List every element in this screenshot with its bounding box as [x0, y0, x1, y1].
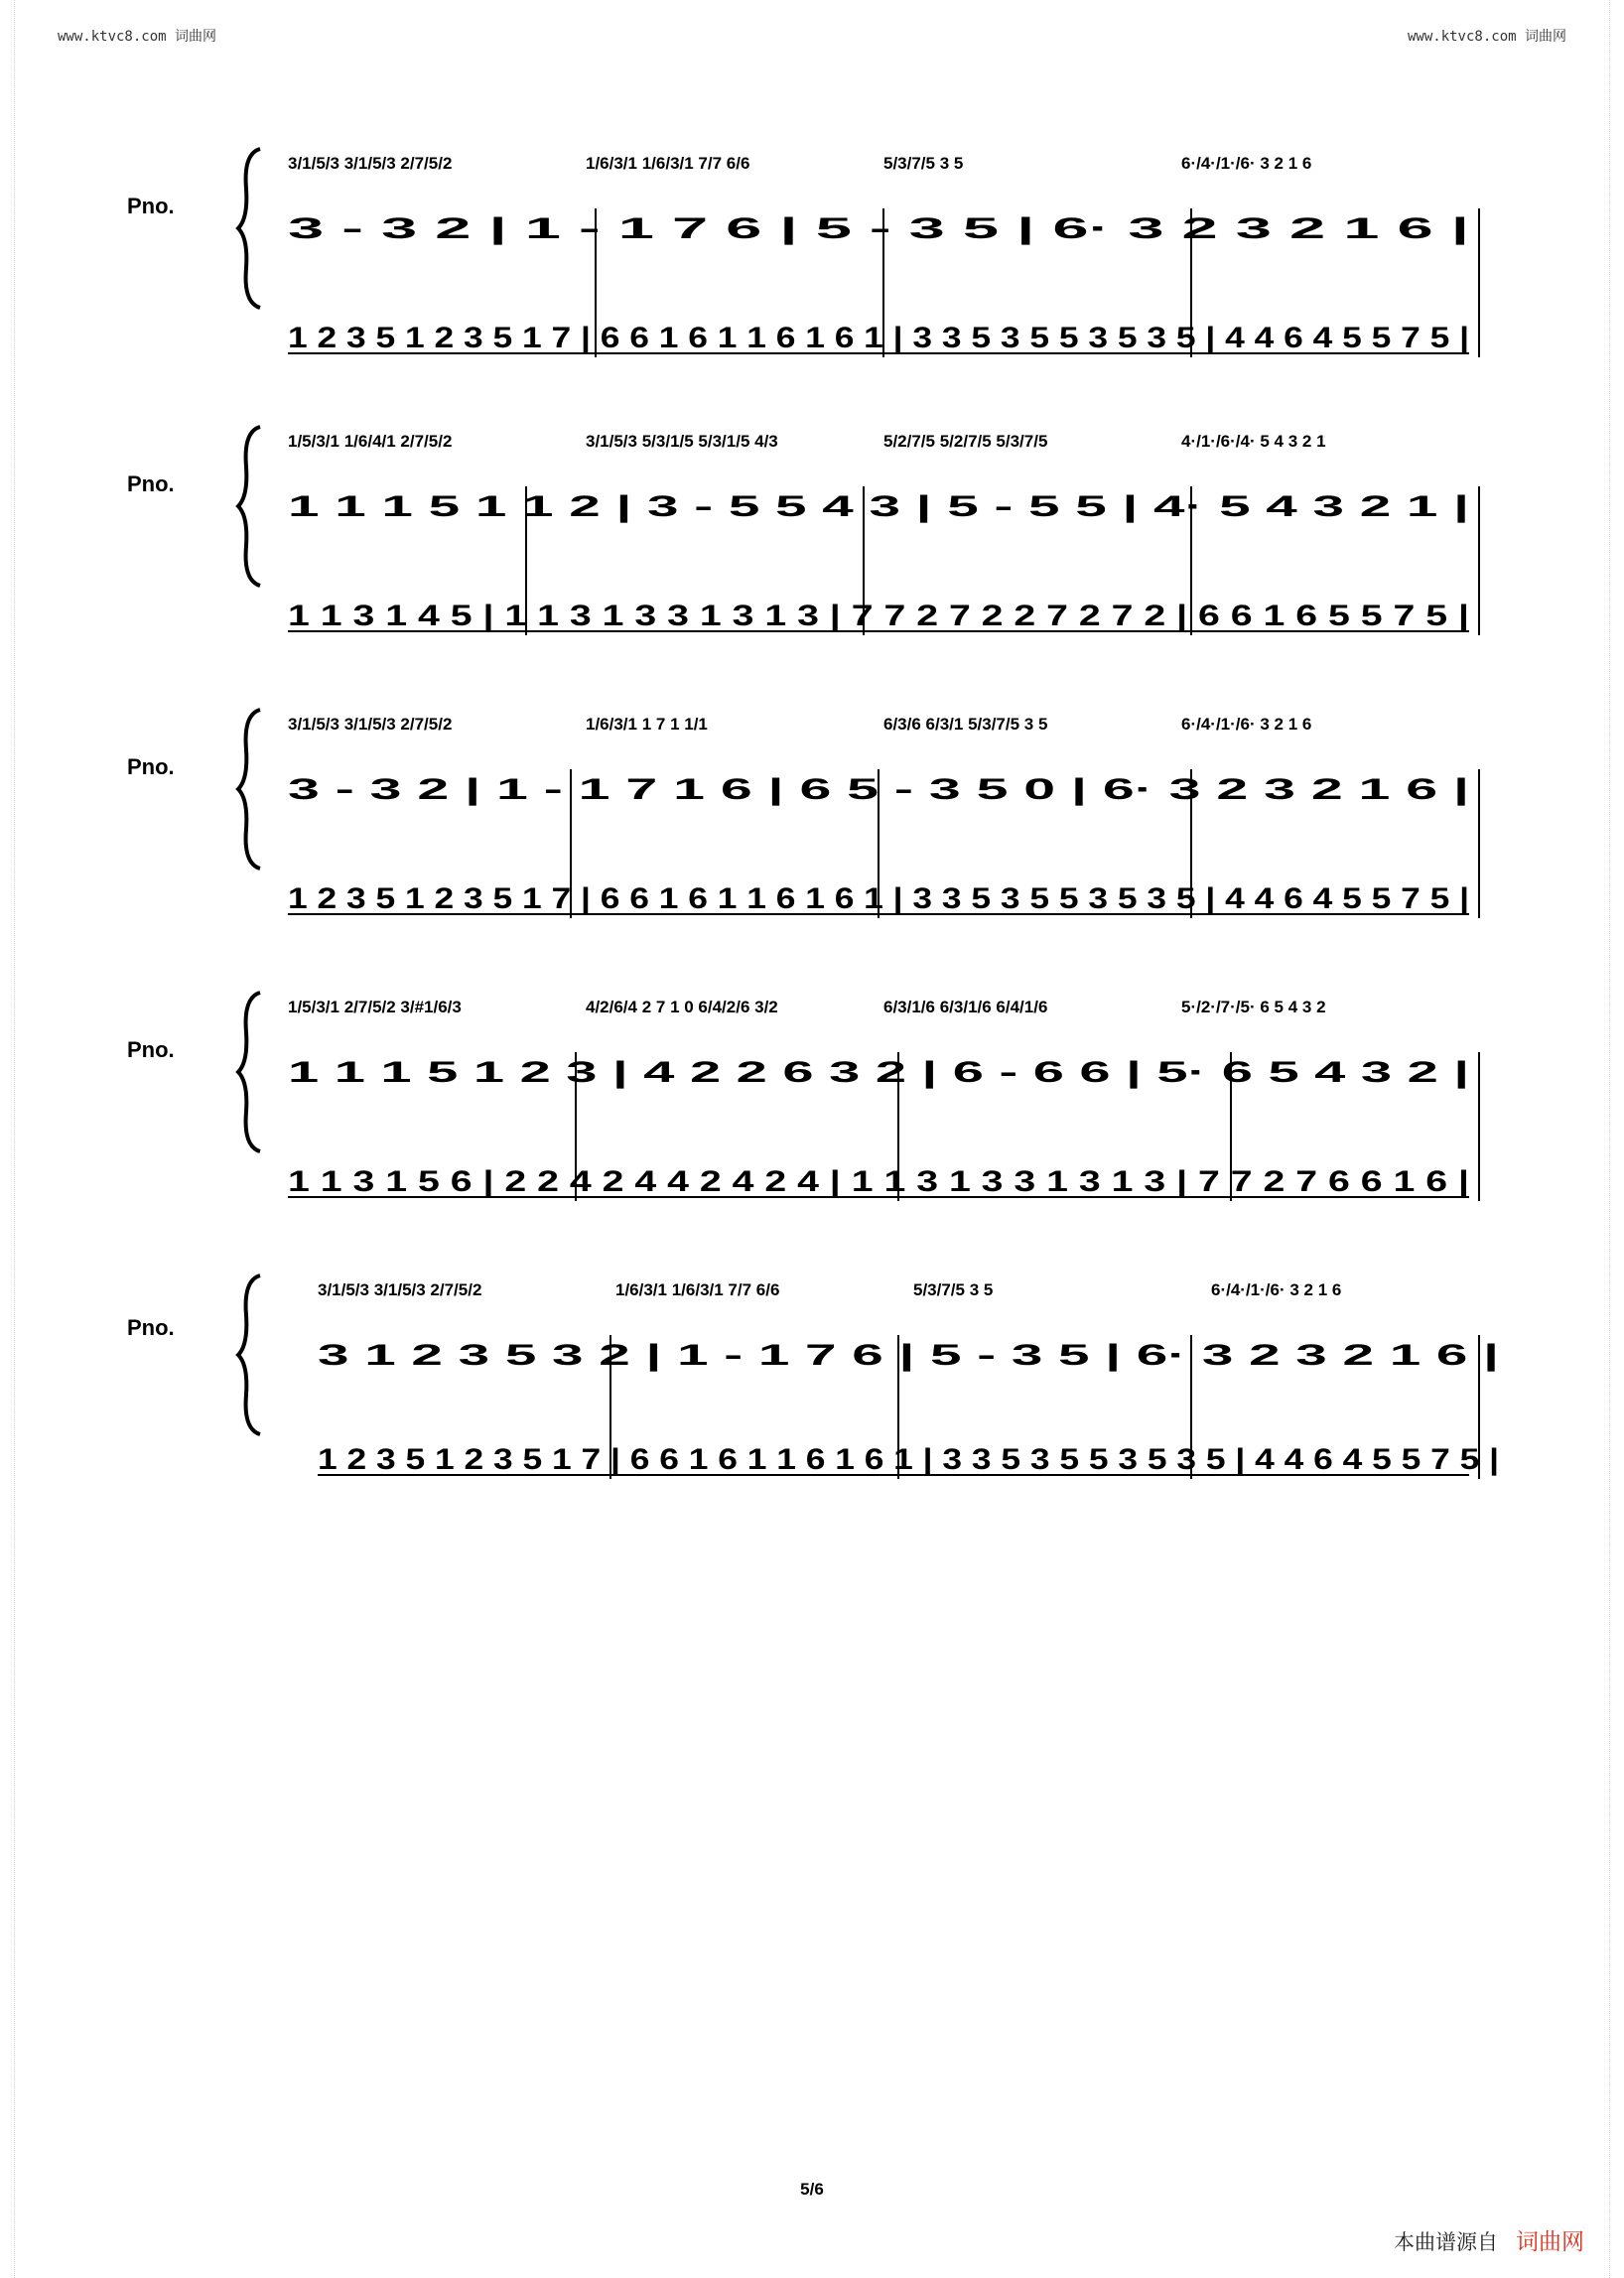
chord-stack: 4/2/6/4 2 7 1 0 6/4/2/6 3/2 [586, 998, 778, 1016]
chord-stack: 3/1/5/3 3/1/5/3 2/7/5/2 [288, 715, 453, 734]
upper-staff-line: 1 1 1 5 1 1 2 | 3 - 5 5 4 3 | 5 - 5 5 | 4· 5 4 3 2 1 | [288, 490, 1469, 523]
lower-staff-line: 1 2 3 5 1 2 3 5 1 7 | 6 6 1 6 1 1 6 1 6 1 | 3 3 5 3 5 5 3 5 3 5 | 4 4 6 4 5 5 7 5 | [288, 882, 1469, 915]
chord-stack: 3/1/5/3 5/3/1/5 5/3/1/5 4/3 [586, 432, 778, 451]
lower-staff-line: 1 1 3 1 4 5 | 1 1 3 1 3 3 1 3 1 3 | 7 7 2 7 2 2 7 2 7 2 | 6 6 1 6 5 5 7 5 | [288, 600, 1469, 632]
chord-stack: 6·/4·/1·/6· 3 2 1 6 [1181, 154, 1312, 173]
footer-source-label: 本曲谱源自 [1394, 2230, 1498, 2254]
system-brace [238, 149, 260, 308]
page-number: 5/6 [800, 2180, 824, 2199]
chord-stack: 1/6/3/1 1/6/3/1 7/7 6/6 [586, 154, 750, 173]
system-brace [238, 993, 260, 1151]
chord-stack: 1/5/3/1 2/7/5/2 3/#1/6/3 [288, 998, 462, 1016]
chord-stack: 6·/4·/1·/6· 3 2 1 6 [1211, 1280, 1342, 1299]
header-right: www.ktvc8.com 词曲网 [1407, 29, 1566, 45]
header-left: www.ktvc8.com 词曲网 [58, 29, 217, 45]
chord-stack: 5·/2·/7·/5· 6 5 4 3 2 [1181, 998, 1326, 1016]
upper-staff-line: 3 1 2 3 5 3 2 | 1 - 1 7 6 | 5 - 3 5 | 6· 3 2 3 2 1 6 | [318, 1339, 1499, 1372]
footer [1394, 2223, 1584, 2256]
lower-staff-line: 1 2 3 5 1 2 3 5 1 7 | 6 6 1 6 1 1 6 1 6 1 | 3 3 5 3 5 5 3 5 3 5 | 4 4 6 4 5 5 7 5 | [318, 1443, 1499, 1476]
instrument-label: Pno. [127, 1037, 175, 1062]
chord-stack: 6/3/6 6/3/1 5/3/7/5 3 5 [883, 715, 1048, 734]
chord-stack: 1/5/3/1 1/6/4/1 2/7/5/2 [288, 432, 453, 451]
system-brace [238, 1275, 260, 1434]
upper-staff-line: 1 1 1 5 1 2 3 | 4 2 2 6 3 2 | 6 - 6 6 | 5· 6 5 4 3 2 | [288, 1056, 1469, 1089]
lower-staff-line: 1 2 3 5 1 2 3 5 1 7 | 6 6 1 6 1 1 6 1 6 1 | 3 3 5 3 5 5 3 5 3 5 | 4 4 6 4 5 5 7 5 | [288, 322, 1469, 354]
chord-stack: 6·/4·/1·/6· 3 2 1 6 [1181, 715, 1312, 734]
chord-stack: 6/3/1/6 6/3/1/6 6/4/1/6 [883, 998, 1048, 1016]
upper-staff-line: 3 - 3 2 | 1 - 1 7 6 | 5 - 3 5 | 6· 3 2 3 2 1 6 | [288, 212, 1469, 245]
lower-staff-line: 1 1 3 1 5 6 | 2 2 4 2 4 4 2 4 2 4 | 1 1 3 1 3 3 1 3 1 3 | 7 7 2 7 6 6 1 6 | [288, 1165, 1469, 1198]
upper-staff-line: 3 - 3 2 | 1 - 1 7 1 6 | 6 5 - 3 5 0 | 6· 3 2 3 2 1 6 | [288, 773, 1469, 806]
chord-stack: 5/3/7/5 3 5 [883, 154, 964, 173]
chord-stack: 5/2/7/5 5/2/7/5 5/3/7/5 [883, 432, 1048, 451]
staff-graphic [0, 1166, 1624, 1504]
chord-stack: 1/6/3/1 1 7 1 1/1 [586, 715, 708, 734]
piano-system-5 [0, 1166, 1624, 1504]
instrument-label: Pno. [127, 1315, 175, 1340]
chord-stack: 4·/1·/6·/4· 5 4 3 2 1 [1181, 432, 1326, 451]
system-brace [238, 427, 260, 586]
chord-stack: 1/6/3/1 1/6/3/1 7/7 6/6 [615, 1280, 780, 1299]
chord-stack: 3/1/5/3 3/1/5/3 2/7/5/2 [288, 154, 453, 173]
instrument-label: Pno. [127, 194, 175, 218]
chord-stack: 5/3/7/5 3 5 [913, 1280, 994, 1299]
instrument-label: Pno. [127, 471, 175, 496]
footer-site-name: 词曲网 [1516, 2229, 1584, 2255]
system-brace [238, 710, 260, 869]
chord-stack: 3/1/5/3 3/1/5/3 2/7/5/2 [318, 1280, 482, 1299]
instrument-label: Pno. [127, 754, 175, 779]
